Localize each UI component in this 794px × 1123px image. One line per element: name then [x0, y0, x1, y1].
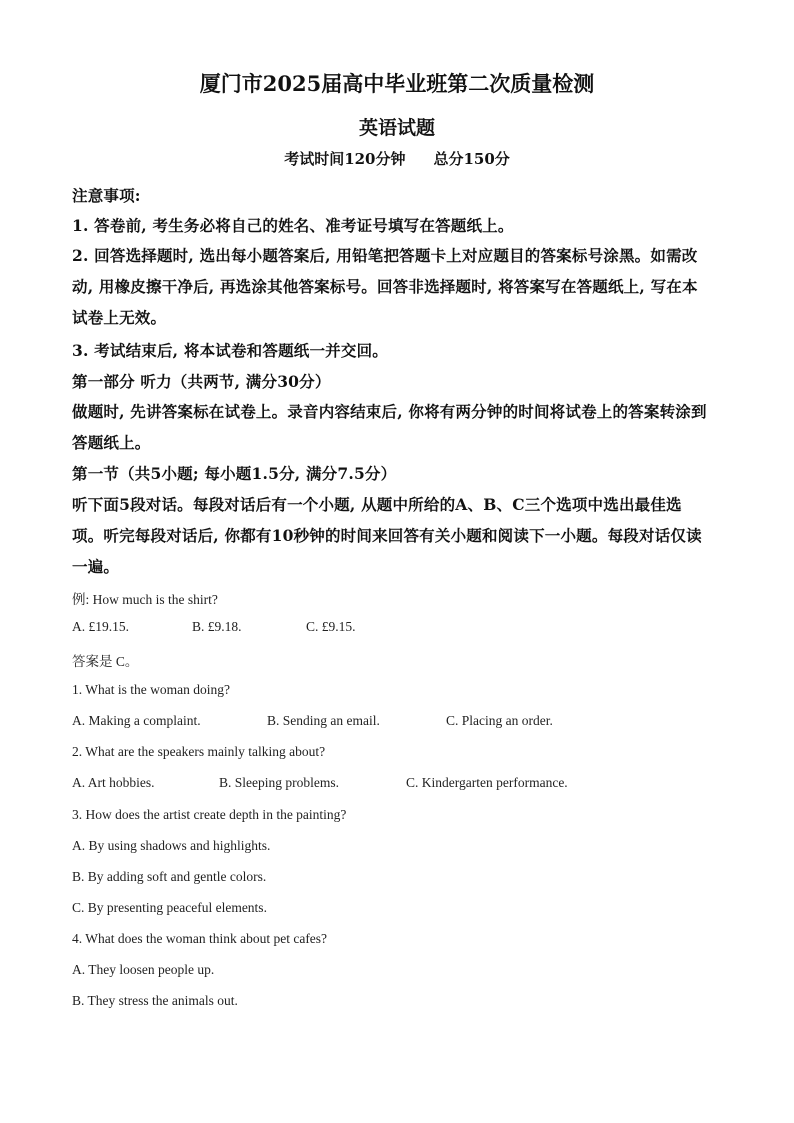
exam-info	[0, 148, 794, 169]
question-1: 1. What is the woman doing?	[72, 682, 230, 697]
notes-item-3: 3. 考试结束后, 将本试卷和答题纸一并交回。	[72, 341, 388, 360]
part1-intro-line-2: 答题纸上。	[72, 433, 151, 452]
notes-heading: 注意事项:	[72, 186, 141, 205]
question-4: 4. What does the woman think about pet cafes?	[72, 931, 328, 946]
question-2-option-c: C. Kindergarten performance.	[406, 775, 568, 790]
question-3: 3. How does the artist create depth in the painting?	[72, 807, 347, 822]
part1-heading: 第一部分 听力（共两节, 满分30分）	[72, 372, 331, 391]
question-3-option-c: C. By presenting peaceful elements.	[72, 900, 267, 915]
notes-item-2-line-3: 试卷上无效。	[72, 308, 167, 327]
question-3-option-b: B. By adding soft and gentle colors.	[72, 869, 267, 884]
notes-item-2-line-2: 动, 用橡皮擦干净后, 再选涂其他答案标号。回答非选择题时, 将答案写在答题纸上, 写在本	[72, 277, 698, 296]
question-1-option-a: A. Making a complaint.	[72, 713, 201, 728]
total-score: 总分150分	[433, 150, 510, 168]
subject-title: 英语试题	[358, 117, 435, 139]
section1-instruction-line-2: 项。听完每段对话后, 你都有10秒钟的时间来回答有关小题和阅读下一小题。每段对话仅读	[72, 526, 702, 545]
example-option-b: B. £9.18.	[192, 619, 242, 634]
question-2-option-a: A. Art hobbies.	[72, 775, 155, 790]
exam-time: 考试时间120分钟	[284, 150, 406, 168]
question-2: 2. What are the speakers mainly talking about?	[72, 744, 326, 759]
section1-instruction-line-1: 听下面5段对话。每段对话后有一个小题, 从题中所给的A、B、C三个选项中选出最佳选	[72, 495, 682, 514]
section1-heading: 第一节（共5小题; 每小题1.5分, 满分7.5分）	[72, 464, 397, 483]
example-option-a: A. £19.15.	[72, 619, 129, 634]
example-question: 例: How much is the shirt?	[72, 592, 218, 607]
notes-item-2-line-1: 2. 回答选择题时, 选出每小题答案后, 用铅笔把答题卡上对应题目的答案标号涂黑。如需改	[72, 246, 698, 265]
question-2-option-b: B. Sleeping problems.	[219, 775, 339, 790]
question-3-option-a: A. By using shadows and highlights.	[72, 838, 271, 853]
question-4-option-b: B. They stress the animals out.	[72, 993, 238, 1008]
example-answer: 答案是 C。	[72, 654, 139, 669]
example-option-c: C. £9.15.	[306, 619, 356, 634]
section1-instruction-line-3: 一遍。	[72, 557, 120, 576]
question-4-option-a: A. They loosen people up.	[72, 962, 215, 977]
question-1-option-b: B. Sending an email.	[267, 713, 380, 728]
notes-item-1: 1. 答卷前, 考生务必将自己的姓名、准考证号填写在答题纸上。	[72, 216, 514, 235]
page-title: 厦门市2025届高中毕业班第二次质量检测	[199, 71, 595, 96]
part1-intro-line-1: 做题时, 先讲答案标在试卷上。录音内容结束后, 你将有两分钟的时间将试卷上的答案转涂到	[72, 402, 707, 421]
question-1-option-c: C. Placing an order.	[446, 713, 553, 728]
